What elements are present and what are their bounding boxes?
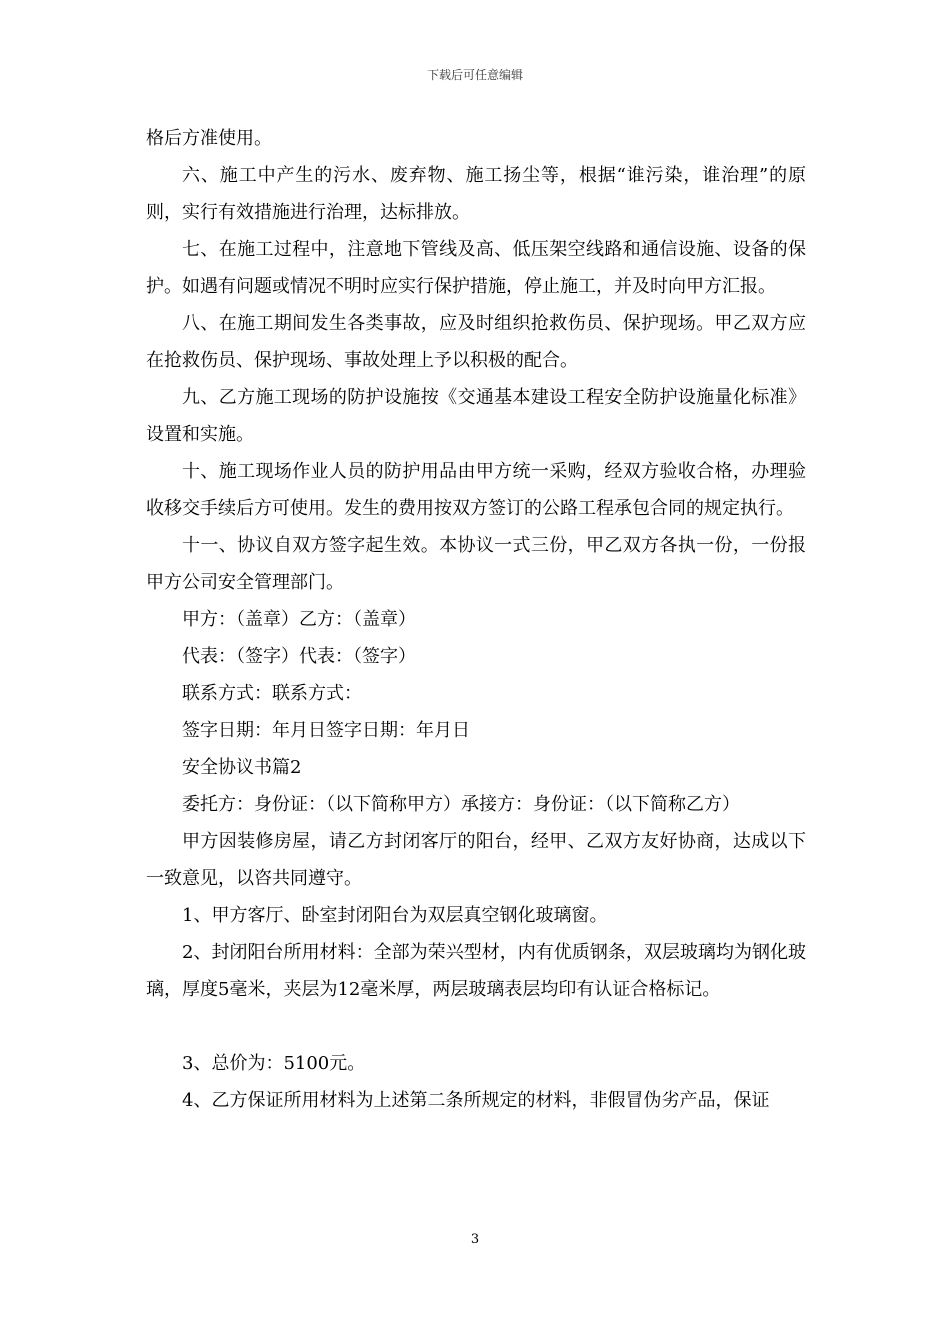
paragraph: 十一、协议自双方签字起生效。本协议一式三份，甲乙双方各执一份，一份报甲方公司安全管理部门。 [146, 535, 806, 593]
section-title: 安全协议书篇2 [182, 757, 302, 778]
page-header: 下载后可任意编辑 [426, 68, 523, 82]
party-line: 委托方：身份证：（以下简称甲方）承接方：身份证：（以下简称乙方） [182, 794, 740, 815]
signature-line-representative: 代表：（签字）代表：（签字） [182, 646, 416, 667]
paragraph: 八、在施工期间发生各类事故，应及时组织抢救伤员、保护现场。甲乙双方应在抢救伤员、保护现场、事故处理上予以积极的配合。 [146, 313, 806, 371]
document-body [146, 120, 806, 1119]
clause-item: 3、总价为：5100元。 [182, 1053, 366, 1074]
clause-item: 2、封闭阳台所用材料：全部为荣兴型材，内有优质钢条，双层玻璃均为钢化玻璃，厚度5毫米，夹层为12毫米厚，两层玻璃表层均印有认证合格标记。 [146, 942, 806, 1000]
paragraph: 甲方因装修房屋，请乙方封闭客厅的阳台，经甲、乙双方友好协商，达成以下一致意见，以咨共同遵守。 [146, 831, 806, 889]
page-number: 3 [470, 1232, 480, 1247]
paragraph: 九、乙方施工现场的防护设施按《交通基本建设工程安全防护设施量化标准》设置和实施。 [146, 387, 806, 445]
clause-item: 4、乙方保证所用材料为上述第二条所规定的材料，非假冒伪劣产品，保证 [182, 1090, 770, 1111]
signature-line-date: 签字日期：年月日签字日期：年月日 [182, 720, 470, 741]
paragraph: 六、施工中产生的污水、废弃物、施工扬尘等，根据“谁污染，谁治理”的原则，实行有效措施进行治理，达标排放。 [146, 165, 806, 223]
paragraph: 格后方准使用。 [146, 128, 272, 149]
signature-line-seal: 甲方：（盖章）乙方：（盖章） [182, 609, 416, 630]
paragraph: 十、施工现场作业人员的防护用品由甲方统一采购，经双方验收合格，办理验收移交手续后方可使用。发生的费用按双方签订的公路工程承包合同的规定执行。 [146, 461, 806, 519]
signature-line-contact: 联系方式：联系方式： [182, 683, 362, 704]
clause-item: 1、甲方客厅、卧室封闭阳台为双层真空钢化玻璃窗。 [182, 905, 608, 926]
paragraph: 七、在施工过程中，注意地下管线及高、低压架空线路和通信设施、设备的保护。如遇有问题或情况不明时应实行保护措施，停止施工，并及时向甲方汇报。 [146, 239, 806, 297]
